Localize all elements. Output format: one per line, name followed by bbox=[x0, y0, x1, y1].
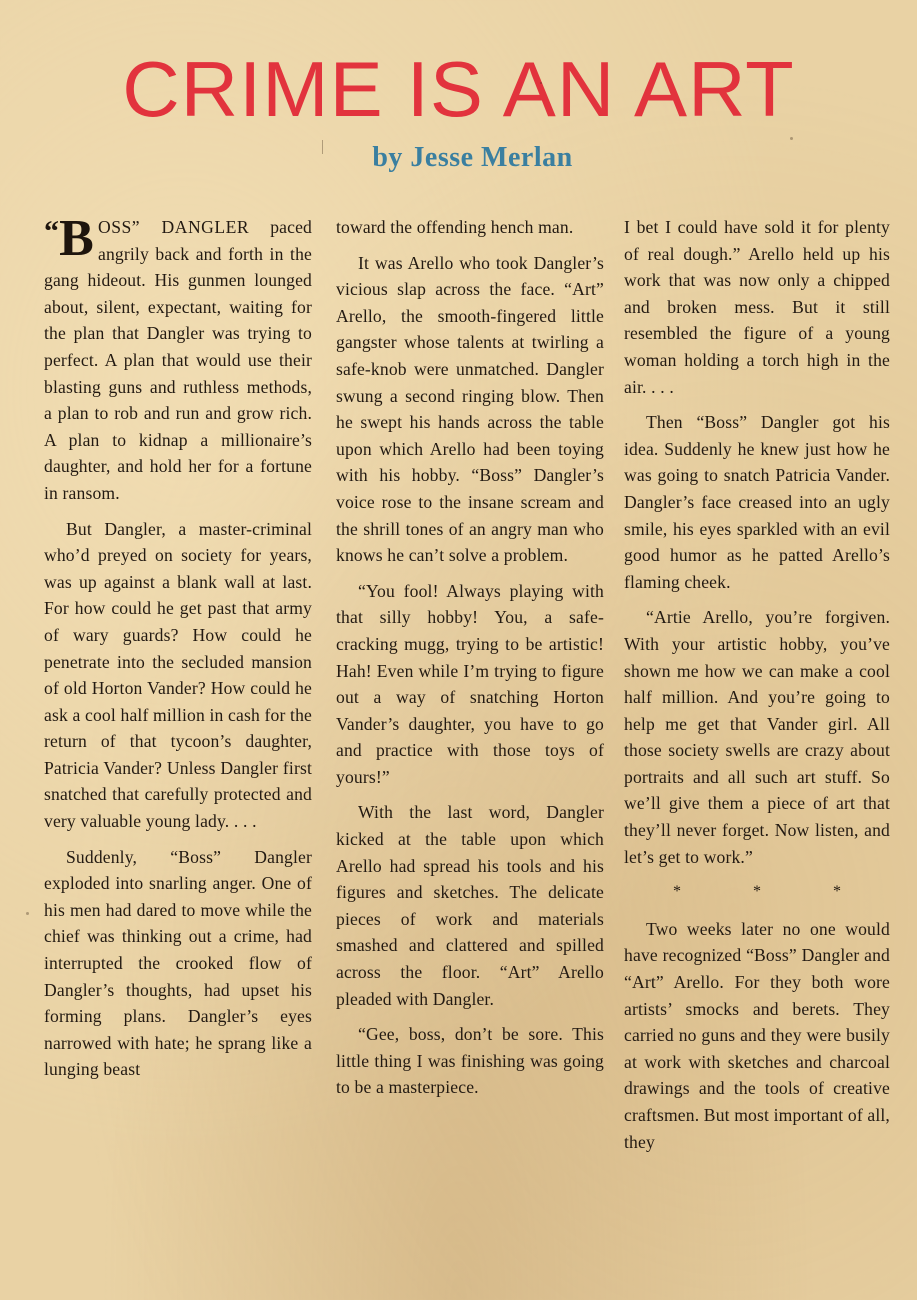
paragraph: But Dangler, a master-criminal who’d preyed on society for years, was up against a blank wall at last. For how could he get past that army of wary guards? How could he penetrate into the secluded mansion of old Horton Vander? How could he ask a cool half million in cash for the return of that tycoon’s daughter, Patricia Vander? Unless Dangler first snatched that carefully protected and very valuable young lady. . . . bbox=[44, 518, 312, 832]
paragraph: “You fool! Always playing with that silly hobby! You, a safe-cracking mugg, trying to be artistic! Hah! Even while I’m trying to figure out a way of snatching Horton Vander’s daughter, you have to go and practice with those toys of yours!” bbox=[336, 580, 604, 787]
paragraph: Two weeks later no one would have recognized “Boss” Dangler and “Art” Arello. For they both wore artists’ smocks and berets. They carried no guns and they were busily at work with sketches and charcoal drawings and the tools of creative craftsmen. But most important of all, they bbox=[624, 918, 890, 1152]
text-column-3 bbox=[624, 214, 890, 1164]
paper-speck bbox=[26, 912, 29, 915]
paragraph-text: paced angrily back and forth in the gang hideout. His gunmen lounged about, silent, expectant, waiting for the plan that Dangler was trying to perfect. A plan that would use their blasting guns and ruthless methods, a plan to rob and run and grow rich. A plan to kidnap a millionaire’s daughter, and hold her for a fortune in ransom. bbox=[44, 217, 312, 503]
paragraph bbox=[44, 210, 312, 507]
paragraph-continued: toward the offending hench man. bbox=[336, 217, 574, 237]
text-column-2 bbox=[336, 214, 604, 1110]
paper-speck bbox=[322, 140, 323, 154]
paragraph: With the last word, Dangler kicked at the table upon which Arello had spread his tools and his figures and sketches. The delicate pieces of work and materials smashed and clattered and spilled across the floor. “Art” Arello pleaded with Dangler. bbox=[336, 802, 604, 1009]
paragraph: Suddenly, “Boss” Dangler exploded into snarling anger. One of his men had dared to move while the chief was thinking out a crime, had interrupted the crooked flow of Dangler’s thoughts, had upset his forming plans. Dangler’s eyes narrowed with hate; he sprang like a lunging beast bbox=[44, 846, 312, 1080]
drop-cap-letter: B bbox=[59, 210, 94, 267]
article-title: CRIME IS AN ART bbox=[122, 45, 795, 133]
paper-speck bbox=[790, 137, 793, 140]
section-separator: * * * bbox=[673, 883, 875, 901]
article-byline: by Jesse Merlan bbox=[372, 142, 573, 173]
paragraph: “Gee, boss, don’t be sore. This little thing I was finishing was going to be a masterpiece. bbox=[336, 1024, 604, 1098]
lead-in-text: OSS” DANGLER bbox=[98, 217, 250, 237]
drop-cap bbox=[44, 210, 94, 267]
drop-cap-quote: “ bbox=[44, 215, 60, 248]
paragraph-continued: I bet I could have sold it for plenty of real dough.” Arello held up his work that was now only a chipped and broken mess. But it still resembled the figure of a young woman holding a torch high in the air. . . . bbox=[624, 217, 890, 397]
text-column-1 bbox=[44, 210, 312, 1092]
paragraph: “Artie Arello, you’re forgiven. With your artistic hobby, you’ve shown me how we can make a cool half million. And you’re going to help me get that Vander girl. All those society swells are crazy about portraits and all such art stuff. So we’ll give them a piece of art that they’ll never forget. Now listen, and let’s get to work.” bbox=[624, 607, 890, 867]
paragraph: It was Arello who took Dangler’s vicious slap across the face. “Art” Arello, the smooth-fingered little gangster whose talents at twirling a safe-knob were unmatched. Dangler swung a second ringing blow. Then he swept his hands across the table upon which Arello had been toying with his hobby. “Boss” Dangler’s voice rose to the insane scream and the shrill tones of an angry man who knows he can’t solve a problem. bbox=[336, 252, 604, 566]
paper-speck bbox=[540, 82, 542, 84]
paragraph: Then “Boss” Dangler got his idea. Suddenly he knew just how he was going to snatch Patricia Vander. Dangler’s face creased into an ugly smile, his eyes sparkled with an evil good humor as he patted Arello’s flaming cheek. bbox=[624, 412, 890, 592]
